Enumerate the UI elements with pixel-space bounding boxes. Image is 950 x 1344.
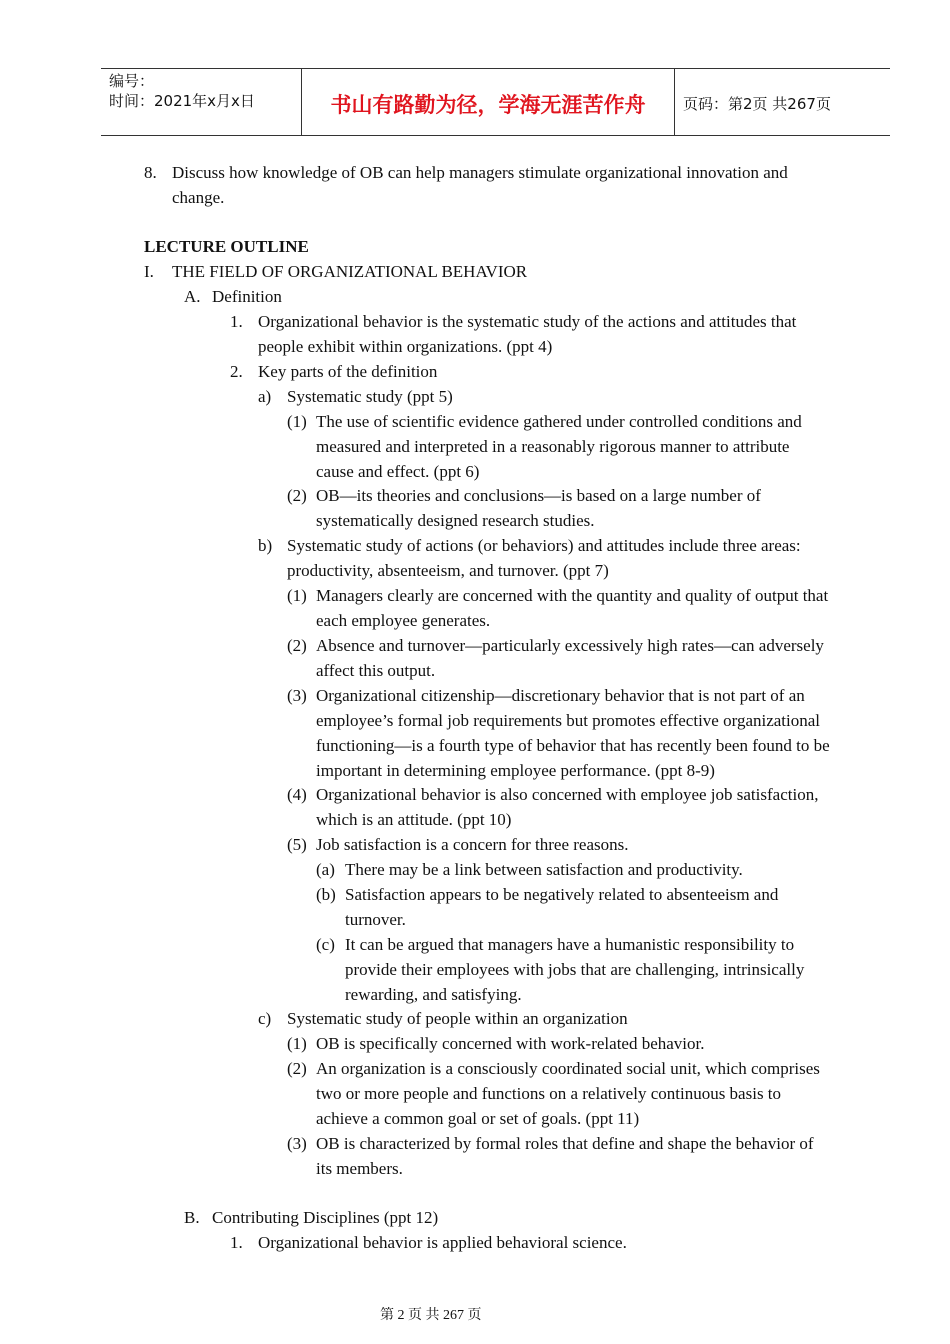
outline-item-label: A. <box>184 287 201 306</box>
outline-item-text: important in determining employee performance. (ppt 8-9) <box>316 760 715 780</box>
outline-item-label: I. <box>144 262 154 281</box>
outline-item-text: change. <box>172 187 225 207</box>
outline-item-label: (2) <box>287 1059 307 1078</box>
outline-item-label: b) <box>258 536 273 555</box>
outline-item-text: Organizational citizenship—discretionary behavior that is not part of an <box>316 686 805 705</box>
outline-item-label: B. <box>184 1208 200 1227</box>
outline-item-label: 2. <box>230 362 243 381</box>
outline-item-text: It can be argued that managers have a humanistic responsibility to <box>345 935 795 954</box>
outline-item-label: (1) <box>287 412 307 431</box>
outline-item-label: (4) <box>287 785 307 804</box>
outline-item-text: affect this output. <box>316 660 436 680</box>
outline-item-text: rewarding, and satisfying. <box>345 984 522 1004</box>
outline-item-text: OB is specifically concerned with work-related behavior. <box>316 1034 705 1053</box>
outline-item-text: two or more people and functions on a relatively continuous basis to <box>316 1083 782 1103</box>
outline-item-text: its members. <box>316 1158 403 1178</box>
outline-item-label: a) <box>258 387 272 406</box>
outline-item-text: An organization is a consciously coordinated social unit, which comprises <box>316 1059 820 1078</box>
page-footer: 第 2 页 共 267 页 <box>380 1308 482 1323</box>
header-page-info: 页码：第2页 共267页 <box>683 94 831 113</box>
outline-item-text: productivity, absenteeism, and turnover. (ppt 7) <box>287 560 609 580</box>
outline-item-text: Systematic study (ppt 5) <box>287 387 453 406</box>
header-meta <box>101 69 301 135</box>
outline-item-label: (c) <box>316 935 335 954</box>
outline-item-label: (b) <box>316 885 336 904</box>
outline-item-text: Systematic study of people within an organization <box>287 1009 628 1028</box>
outline-item-label: 8. <box>144 163 157 182</box>
outline-item-text: Definition <box>212 287 282 306</box>
outline-item-text: functioning—is a fourth type of behavior that has recently been found to be <box>316 735 830 755</box>
outline-item-text: systematically designed research studies. <box>316 510 595 530</box>
outline-item-label: (1) <box>287 586 307 605</box>
outline-item-label: (5) <box>287 835 307 854</box>
outline-item-text: Absence and turnover—particularly excessively high rates—can adversely <box>316 636 824 655</box>
outline-item-text: Organizational behavior is the systematic study of the actions and attitudes that <box>258 312 797 331</box>
outline-item-text: There may be a link between satisfaction and productivity. <box>345 860 743 879</box>
outline-item-text: people exhibit within organizations. (ppt 4) <box>258 336 553 356</box>
outline-item-text: The use of scientific evidence gathered under controlled conditions and <box>316 412 802 431</box>
outline-item-text: THE FIELD OF ORGANIZATIONAL BEHAVIOR <box>172 262 528 281</box>
outline-item-label: (3) <box>287 1134 307 1153</box>
outline-item-text: provide their employees with jobs that are challenging, intrinsically <box>345 959 805 979</box>
outline-item-label: 1. <box>230 1233 243 1252</box>
outline-item-text: Contributing Disciplines (ppt 12) <box>212 1208 439 1227</box>
outline-item-text: which is an attitude. (ppt 10) <box>316 809 512 829</box>
outline-item-text: employee’s formal job requirements but promotes effective organizational <box>316 710 821 730</box>
outline-item-text: each employee generates. <box>316 610 491 630</box>
document-number-label: 编号： <box>109 72 155 90</box>
outline-item-text: Systematic study of actions (or behaviors) and attitudes include three areas: <box>287 536 801 555</box>
outline-item-label: (2) <box>287 486 307 505</box>
outline-item-text: Satisfaction appears to be negatively related to absenteeism and <box>345 885 779 904</box>
outline-item-label: 1. <box>230 312 243 331</box>
header-motto: 书山有路勤为径，学海无涯苦作舟 <box>301 69 675 135</box>
section-heading: LECTURE OUTLINE <box>144 237 309 256</box>
outline-item-label: (1) <box>287 1034 307 1053</box>
outline-item-text: OB—its theories and conclusions—is based on a large number of <box>316 486 761 505</box>
outline-item-text: Discuss how knowledge of OB can help managers stimulate organizational innovation and <box>172 163 788 182</box>
outline-item-text: turnover. <box>345 909 406 929</box>
outline-item-text: cause and effect. (ppt 6) <box>316 461 480 481</box>
outline-item-label: (2) <box>287 636 307 655</box>
outline-item-text: measured and interpreted in a reasonably rigorous manner to attribute <box>316 436 790 456</box>
outline-item-text: Key parts of the definition <box>258 362 438 381</box>
outline-item-label: (3) <box>287 686 307 705</box>
outline-item-label: c) <box>258 1009 272 1028</box>
outline-item-text: Job satisfaction is a concern for three reasons. <box>316 835 629 854</box>
outline-item-text: Organizational behavior is applied behavioral science. <box>258 1233 627 1252</box>
outline-item-label: (a) <box>316 860 335 879</box>
outline-item-text: Managers clearly are concerned with the quantity and quality of output that <box>316 586 829 605</box>
document-time-label: 时间：2021年x月x日 <box>109 92 255 110</box>
outline-item-text: OB is characterized by formal roles that define and shape the behavior of <box>316 1134 814 1153</box>
document-header <box>101 68 890 136</box>
outline-item-text: Organizational behavior is also concerned with employee job satisfaction, <box>316 785 819 804</box>
outline-item-text: achieve a common goal or set of goals. (ppt 11) <box>316 1108 640 1128</box>
